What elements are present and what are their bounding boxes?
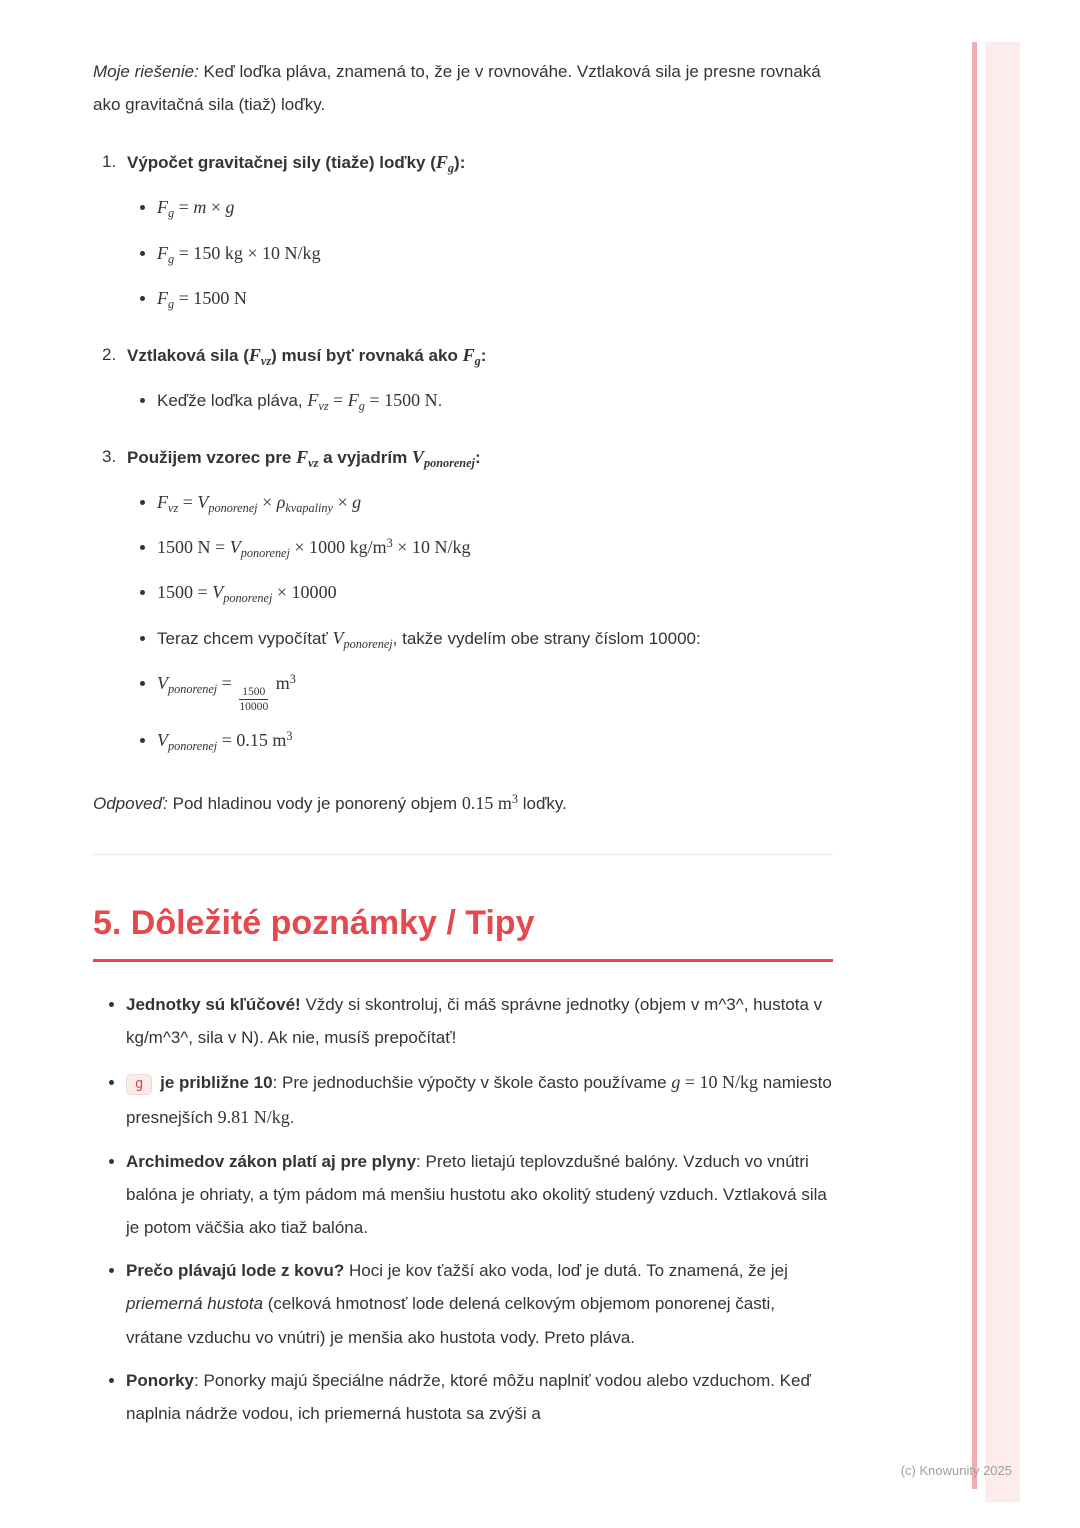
tips-list	[93, 988, 833, 1430]
page-edge-accent-band	[985, 42, 1020, 1502]
step-title: Vztlaková sila $(F_{vz})$ musí byť rovnaká ako $F_g$:	[127, 344, 487, 368]
step-body	[127, 338, 833, 418]
step-title: Použijem vzorec pre $F_{vz}$ a vyjadrím $V_{ponorenej}$:	[127, 447, 481, 470]
formula-line: • 1500 $N = V_{ponorenej} \times 1000$ $kg/m^3 \times 10$ N/kg	[157, 530, 833, 565]
formula-line: • $V_{ponorenej}$ = $\frac{1500}{10000}$ $m^3$	[157, 666, 833, 714]
formula-line: • $F_g = 150$ kg × 10 N/kg	[157, 236, 833, 271]
tip-item: • Ponorky: Ponorky majú špeciálne nádrže, ktoré môžu naplniť vodou alebo vzduchom. Keď naplnia nádrže vodou, ich priemerná hustota sa zvýši a	[126, 1364, 833, 1430]
tips-section-heading: 5. Dôležité poznámky / Tipy	[93, 903, 833, 963]
formula-list	[127, 190, 833, 315]
formula-line: • $F_{vz} = V_{ponorenej} \times \rho_{kvapaliny} \times g$	[157, 485, 833, 520]
solution-step-list	[93, 145, 833, 758]
section-divider	[93, 854, 833, 855]
step-number: 3.	[102, 447, 117, 467]
tip-item: • Jednotky sú kľúčové! Vždy si skontroluj, či máš správne jednotky (objem v m^3^, hustota v kg/m^3^, sila v N). Ak nie, musíš prepočítať!	[126, 988, 833, 1054]
formula-line: • $F_g = m \times g$	[157, 190, 833, 225]
formula-line: • Teraz chcem vypočítať $V_{ponorenej}$, takže vydelím obe strany číslom 10000:	[157, 621, 833, 656]
formula-list	[127, 485, 833, 758]
step-body	[127, 145, 833, 316]
tip-item: • Prečo plávajú lode z kovu? Hoci je kov ťažší ako voda, loď je dutá. To znamená, že jej priemerná hustota (celková hmotnosť lode delená celkovým objemom ponorenej časti, vrátane vzduchu vo vnútri) je menšia ako hustota vody. Preto pláva.	[126, 1254, 833, 1353]
step-body	[127, 440, 833, 758]
formula-line: • $F_g = 1500$ N	[157, 281, 833, 316]
formula-list	[127, 383, 833, 418]
step-title: Výpočet gravitačnej sily (tiaže) loďky $(F_g)$:	[127, 152, 466, 176]
step-number: 2.	[102, 344, 117, 364]
page-edge-accent-line	[972, 42, 977, 1489]
solution-step-3	[102, 440, 833, 758]
copyright-note: (c) Knowunity 2025	[900, 1463, 1012, 1478]
tip-item: • g je približne 10: Pre jednoduchšie výpočty v škole často používame g = 10 N/kg namiesto presnejších 9.81 N/kg.	[126, 1065, 833, 1135]
tip-item: • Archimedov zákon platí aj pre plyny: Preto lietajú teplovzdušné balóny. Vzduch vo vnútri balóna je ohriaty, a tým pádom má menšiu hustotu ako okolitý studený vzduch. Vztlaková sila je potom väčšia ako tiaž balóna.	[126, 1145, 833, 1244]
solution-answer-paragraph: Odpoveď: Pod hladinou vody je ponorený objem 0.15 $m^3$ loďky.	[93, 792, 567, 814]
formula-line: • $1500 = V_{ponorenej} \times 10000$	[157, 575, 833, 610]
step-number: 1.	[102, 152, 117, 172]
solution-step-2	[102, 338, 833, 418]
document-content	[93, 55, 833, 1440]
formula-line: • Keďže loďka pláva, $F_{vz} = F_g = 1500$ N.	[157, 383, 833, 418]
solution-step-1	[102, 145, 833, 316]
formula-line: • $V_{ponorenej} = 0.15$ $m^3$	[157, 723, 833, 758]
solution-intro-paragraph: Moje riešenie: Keď loďka pláva, znamená to, že je v rovnováhe. Vztlaková sila je presne rovnaká ako gravitačná sila (tiaž) loďky.	[93, 62, 821, 115]
